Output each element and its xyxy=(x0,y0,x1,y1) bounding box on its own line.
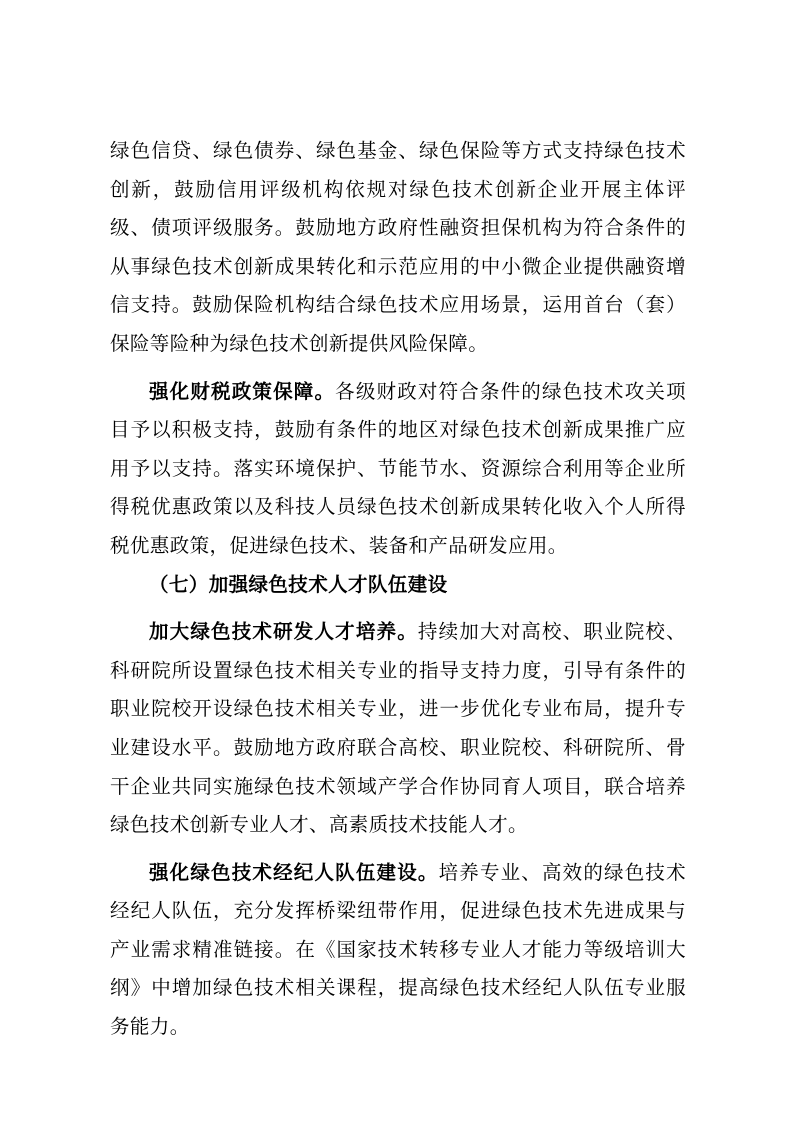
paragraph-lead: 强化绿色技术经纪人队伍建设。 xyxy=(149,862,439,884)
paragraph xyxy=(110,374,686,567)
paragraph xyxy=(110,133,686,365)
document-content xyxy=(110,133,686,1048)
paragraph xyxy=(110,855,686,1048)
paragraph-text: 各级财政对符合条件的绿色技术攻关项目予以积极支持，鼓励有条件的地区对绿色技术创新成果推广应用予以支持。落实环境保护、节能节水、资源综合利用等企业所得税优惠政策以及科技人员绿色技术创新成果转化收入个人所得税优惠政策，促进绿色技术、装备和产品研发应用。 xyxy=(110,381,686,557)
paragraph-text: 培养专业、高效的绿色技术经纪人队伍，充分发挥桥梁纽带作用，促进绿色技术先进成果与产业需求精准链接。在《国家技术转移专业人才能力等级培训大纲》中增加绿色技术相关课程，提高绿色技术经纪人队伍专业服务能力。 xyxy=(110,862,686,1039)
section-heading xyxy=(110,567,686,606)
paragraph xyxy=(110,614,686,846)
paragraph-lead: 强化财税政策保障。 xyxy=(149,381,336,403)
section-heading-text: （七）加强绿色技术人才队伍建设 xyxy=(149,574,448,596)
paragraph-lead: 加大绿色技术研发人才培养。 xyxy=(149,622,418,644)
paragraph-text: 绿色信贷、绿色债券、绿色基金、绿色保险等方式支持绿色技术创新，鼓励信用评级机构依规对绿色技术创新企业开展主体评级、债项评级服务。鼓励地方政府性融资担保机构为符合条件的从事绿色技术创新成果转化和示范应用的中小微企业提供融资增信支持。鼓励保险机构结合绿色技术应用场景，运用首台（套）保险等险种为绿色技术创新提供风险保障。 xyxy=(110,141,686,355)
paragraph-text: 持续加大对高校、职业院校、科研院所设置绿色技术相关专业的指导支持力度，引导有条件的职业院校开设绿色技术相关专业，进一步优化专业布局，提升专业建设水平。鼓励地方政府联合高校、职业院校、科研院所、骨干企业共同实施绿色技术领域产学合作协同育人项目，联合培养绿色技术创新专业人才、高素质技术技能人才。 xyxy=(110,622,686,837)
